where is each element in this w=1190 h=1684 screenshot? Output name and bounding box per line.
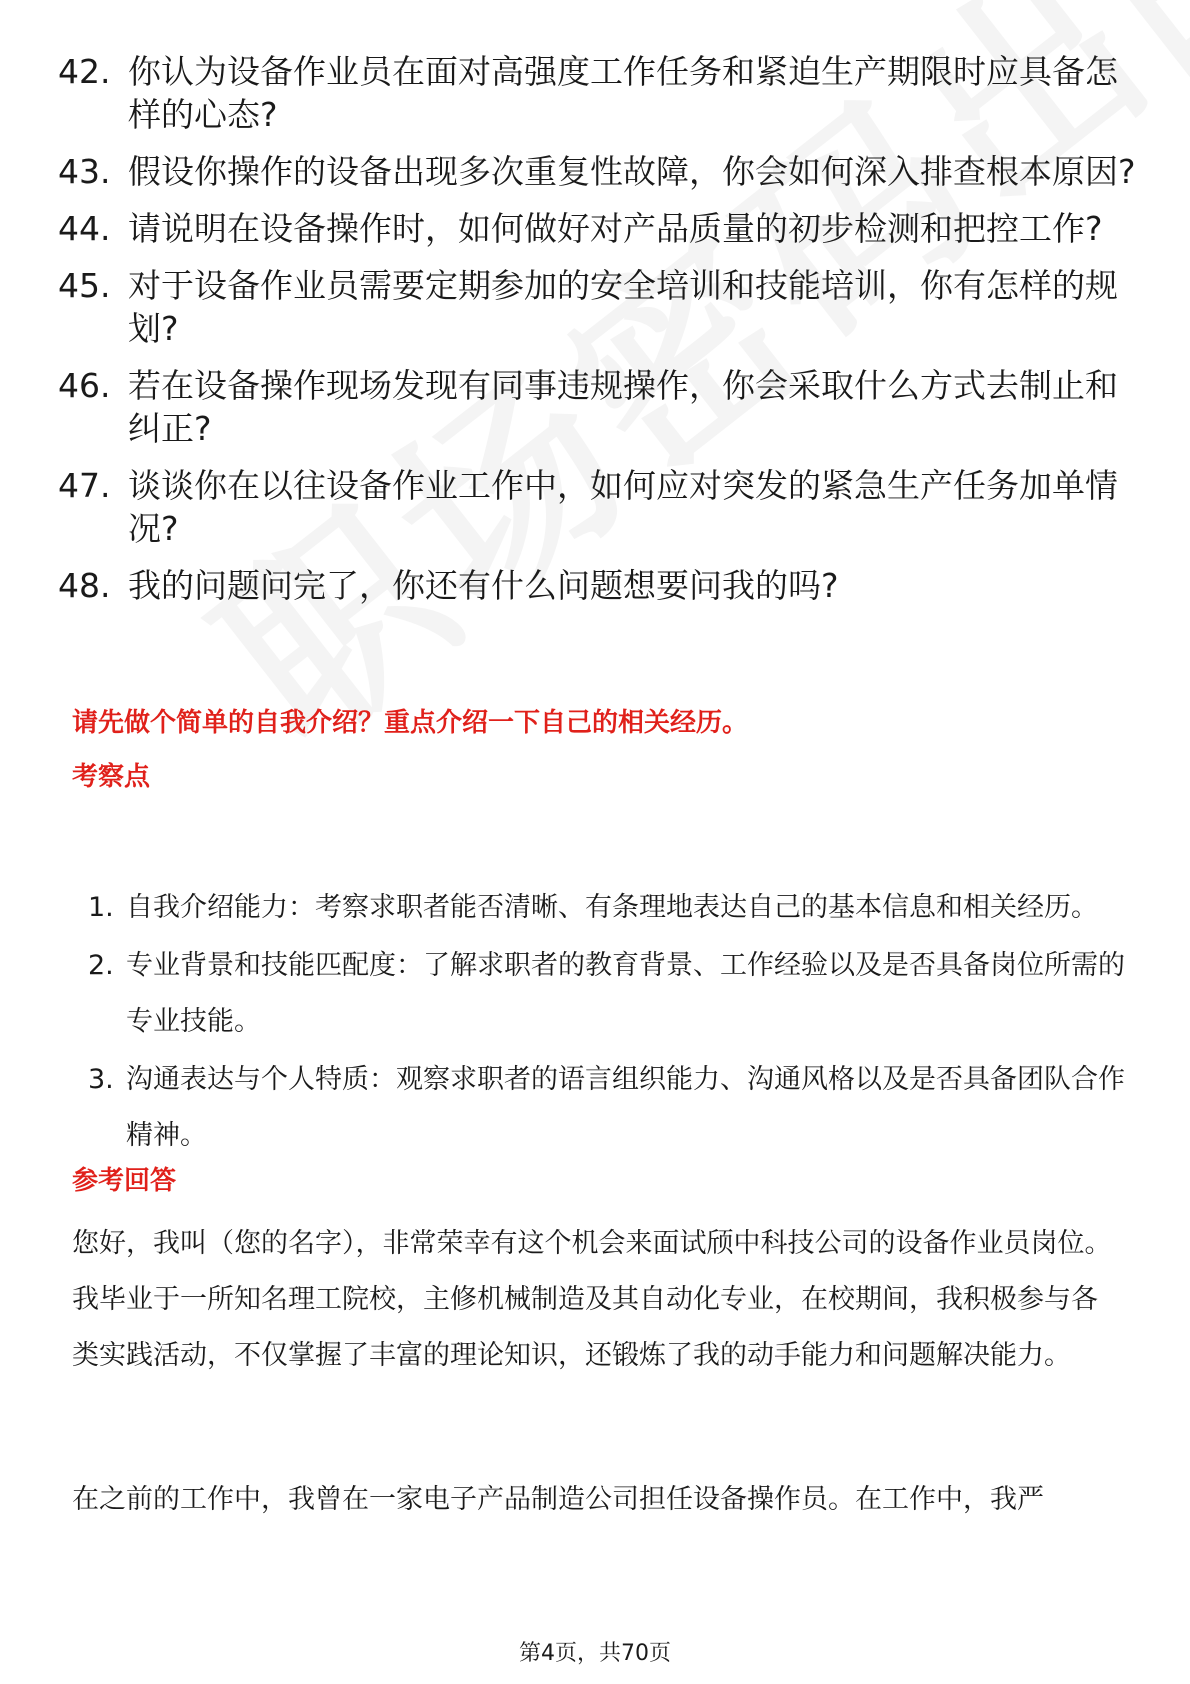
answer-paragraph: 在之前的工作中，我曾在一家电子产品制造公司担任设备操作员。在工作中，我严: [72, 1484, 1044, 1515]
assessment-point: [88, 938, 1128, 1050]
assessment-points: [88, 880, 1128, 1166]
question-number: 43.: [58, 152, 111, 191]
page-footer: 第4页，共70页: [519, 1641, 671, 1666]
question-item: [58, 150, 1138, 193]
reference-heading: 参考回答: [72, 1166, 177, 1196]
answer-paragraph: 您好，我叫（您的名字），非常荣幸有这个机会来面试颀中科技公司的设备作业员岗位。我毕业于一所知名理工院校，主修机械制造及其自动化专业，在校期间，我积极参与各类实践活动，不仅掌握了丰富的理论知识，还锻炼了我的动手能力和问题解决能力。: [72, 1228, 1112, 1371]
question-text: 你认为设备作业员在面对高强度工作任务和紧迫生产期限时应具备怎样的心态?: [128, 52, 1118, 134]
point-text: 沟通表达与个人特质：观察求职者的语言组织能力、沟通风格以及是否具备团队合作精神。: [126, 1064, 1125, 1151]
question-number: 48.: [58, 566, 111, 605]
question-number: 45.: [58, 266, 111, 305]
question-text: 请说明在设备操作时，如何做好对产品质量的初步检测和把控工作?: [128, 209, 1103, 248]
assessment-point: [88, 880, 1128, 936]
question-number: 42.: [58, 52, 111, 91]
question-text: 我的问题问完了，你还有什么问题想要问我的吗?: [128, 566, 839, 605]
question-text: 谈谈你在以往设备作业工作中，如何应对突发的紧急生产任务加单情况?: [128, 466, 1118, 548]
question-text: 若在设备操作现场发现有同事违规操作，你会采取什么方式去制止和纠正?: [128, 366, 1118, 448]
point-number: 3.: [88, 1064, 114, 1095]
question-item: [58, 264, 1138, 350]
question-number: 46.: [58, 366, 111, 405]
featured-question: 请先做个简单的自我介绍？重点介绍一下自己的相关经历。: [72, 708, 749, 738]
assessment-heading: 考察点: [72, 762, 151, 792]
question-item: [58, 564, 1138, 607]
question-item: [58, 464, 1138, 550]
point-text: 专业背景和技能匹配度：了解求职者的教育背景、工作经验以及是否具备岗位所需的专业技能。: [126, 950, 1125, 1037]
question-number: 44.: [58, 209, 111, 248]
question-text: 对于设备作业员需要定期参加的安全培训和技能培训，你有怎样的规划?: [128, 266, 1118, 348]
question-item: [58, 364, 1138, 450]
question-list: [58, 50, 1138, 621]
question-number: 47.: [58, 466, 111, 505]
point-number: 1.: [88, 892, 114, 923]
question-text: 假设你操作的设备出现多次重复性故障，你会如何深入排查根本原因?: [128, 152, 1136, 191]
question-item: [58, 50, 1138, 136]
point-number: 2.: [88, 950, 114, 981]
question-item: [58, 207, 1138, 250]
point-text: 自我介绍能力：考察求职者能否清晰、有条理地表达自己的基本信息和相关经历。: [126, 892, 1098, 923]
assessment-point: [88, 1052, 1128, 1164]
